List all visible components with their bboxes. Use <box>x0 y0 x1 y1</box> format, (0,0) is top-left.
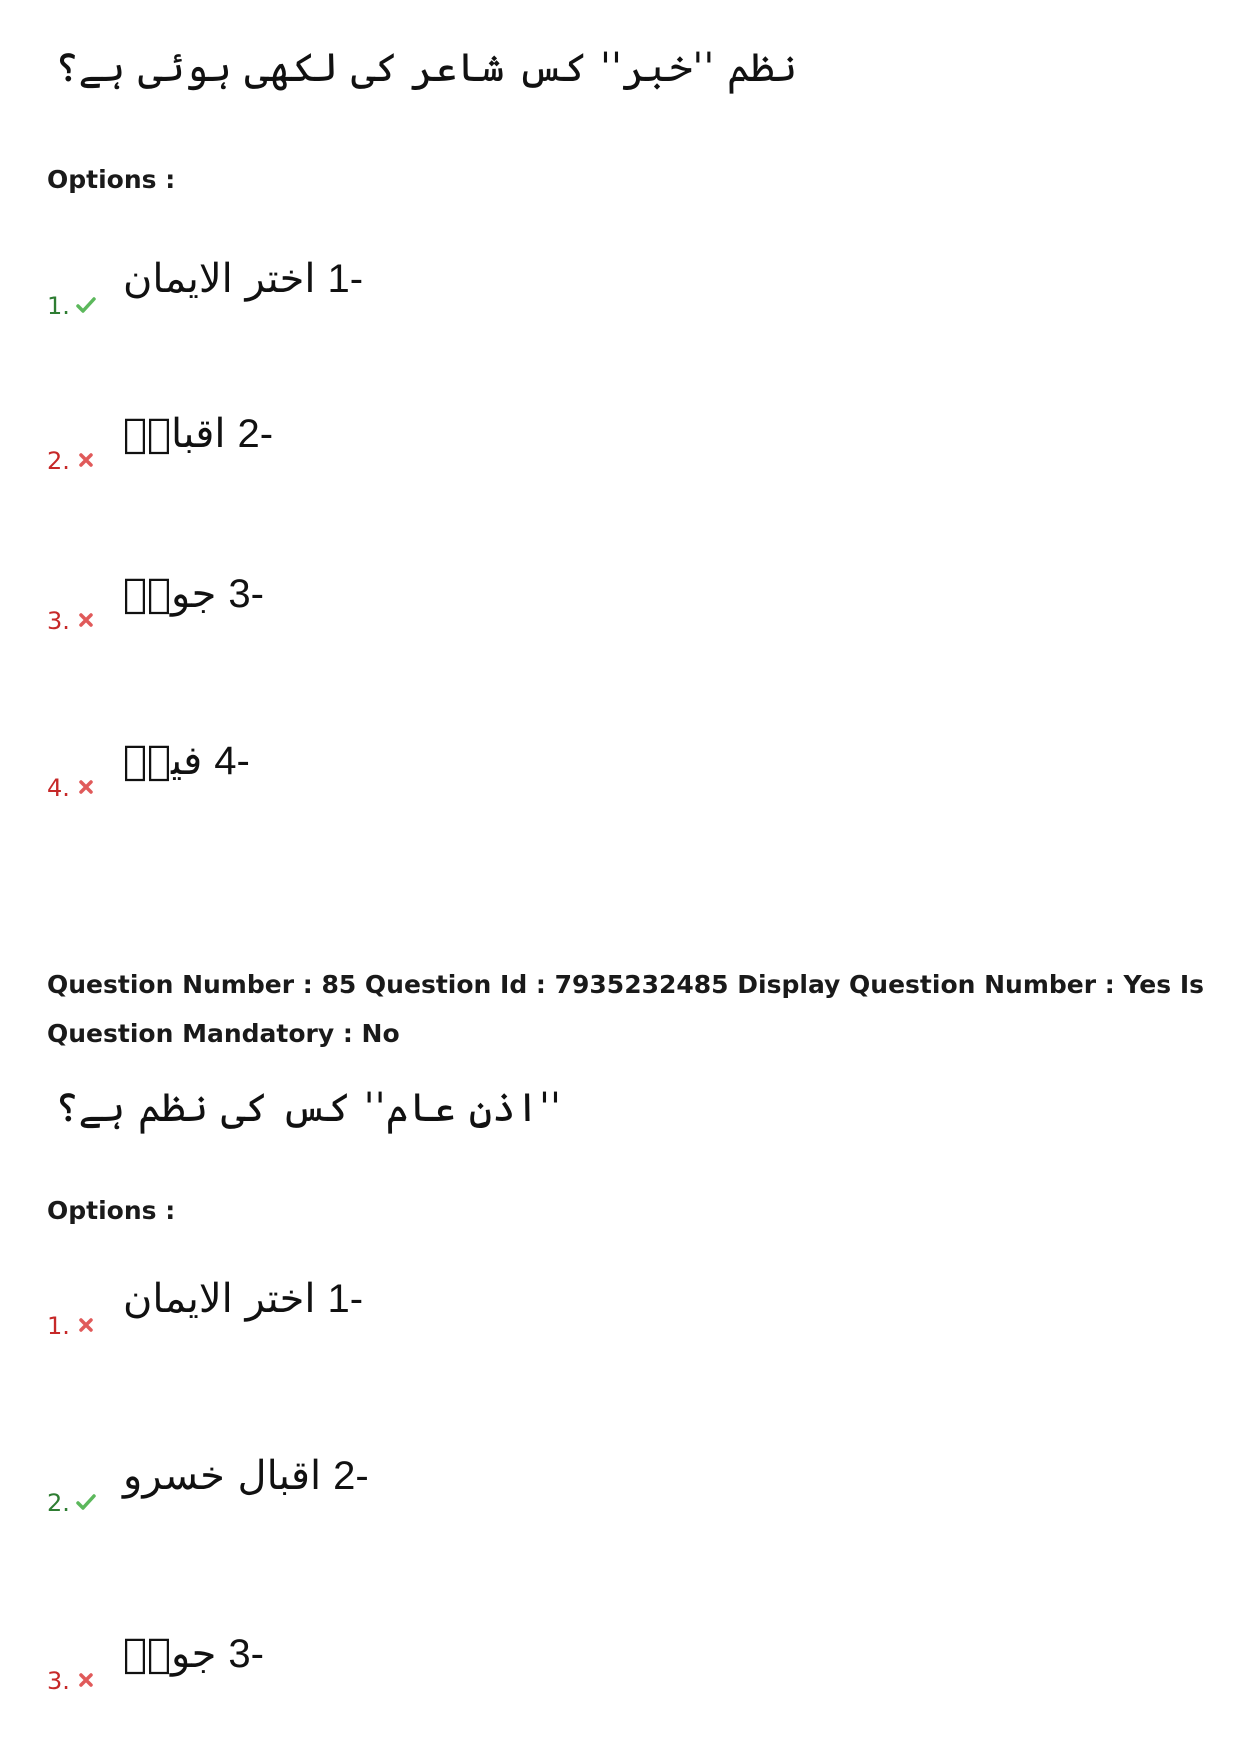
option-84-3 <box>47 545 547 635</box>
option-text <box>123 411 273 457</box>
option-number <box>47 1489 96 1517</box>
option-number <box>47 1312 96 1340</box>
option-index: 3- <box>228 1631 264 1676</box>
option-urdu-text: فیضؔ <box>123 738 203 784</box>
option-text <box>123 256 363 302</box>
question-meta-85: Question Number : 85 Question Id : 7935232485 Display Question Number : Yes Is Question Mandatory : No <box>47 970 1205 1048</box>
check-icon <box>76 293 96 313</box>
option-urdu-text: جوشؔ <box>123 571 217 617</box>
options-label-84: Options : <box>47 165 176 194</box>
option-index: 4- <box>214 738 250 783</box>
question-text-84: نظم ''خبر'' کس شاعر کی لکھی ہوئی ہے؟ <box>55 45 798 91</box>
option-number <box>47 292 96 320</box>
option-urdu-text: اقبالؔ <box>123 411 226 457</box>
option-85-3 <box>47 1605 547 1695</box>
option-84-4 <box>47 712 547 802</box>
option-number-label: 1. <box>47 1312 70 1340</box>
option-85-2 <box>47 1427 547 1517</box>
option-text <box>123 738 250 784</box>
check-icon <box>76 1490 96 1510</box>
option-number <box>47 774 96 802</box>
option-index: 2- <box>333 1453 369 1498</box>
option-index: 2- <box>237 411 274 456</box>
option-index: 3- <box>228 571 264 616</box>
option-urdu-text: اختر الایمان <box>123 256 316 302</box>
option-number <box>47 447 96 475</box>
cross-icon <box>76 448 96 468</box>
option-index: 1- <box>327 1276 364 1321</box>
option-number-label: 3. <box>47 607 70 635</box>
option-text <box>123 1453 369 1499</box>
option-urdu-text: اقبال خسرو <box>123 1453 322 1499</box>
option-number <box>47 1667 96 1695</box>
question-text-85: ''اذنِ عام'' کس کی نظم ہے؟ <box>55 1085 561 1131</box>
option-84-1 <box>47 230 547 320</box>
option-text <box>123 1631 264 1677</box>
option-number-label: 2. <box>47 447 70 475</box>
option-text <box>123 571 264 617</box>
option-number <box>47 607 96 635</box>
option-number-label: 3. <box>47 1667 70 1695</box>
cross-icon <box>76 608 96 628</box>
option-number-label: 4. <box>47 774 70 802</box>
cross-icon <box>76 1668 96 1688</box>
option-85-1 <box>47 1250 547 1340</box>
option-index: 1- <box>327 256 364 301</box>
option-text <box>123 1276 363 1322</box>
option-number-label: 2. <box>47 1489 70 1517</box>
cross-icon <box>76 1313 96 1333</box>
option-urdu-text: اختر الایمان <box>123 1276 316 1322</box>
option-urdu-text: جوشؔ <box>123 1631 217 1677</box>
option-number-label: 1. <box>47 292 70 320</box>
cross-icon <box>76 775 96 795</box>
options-label-85: Options : <box>47 1196 176 1225</box>
option-84-2 <box>47 385 547 475</box>
